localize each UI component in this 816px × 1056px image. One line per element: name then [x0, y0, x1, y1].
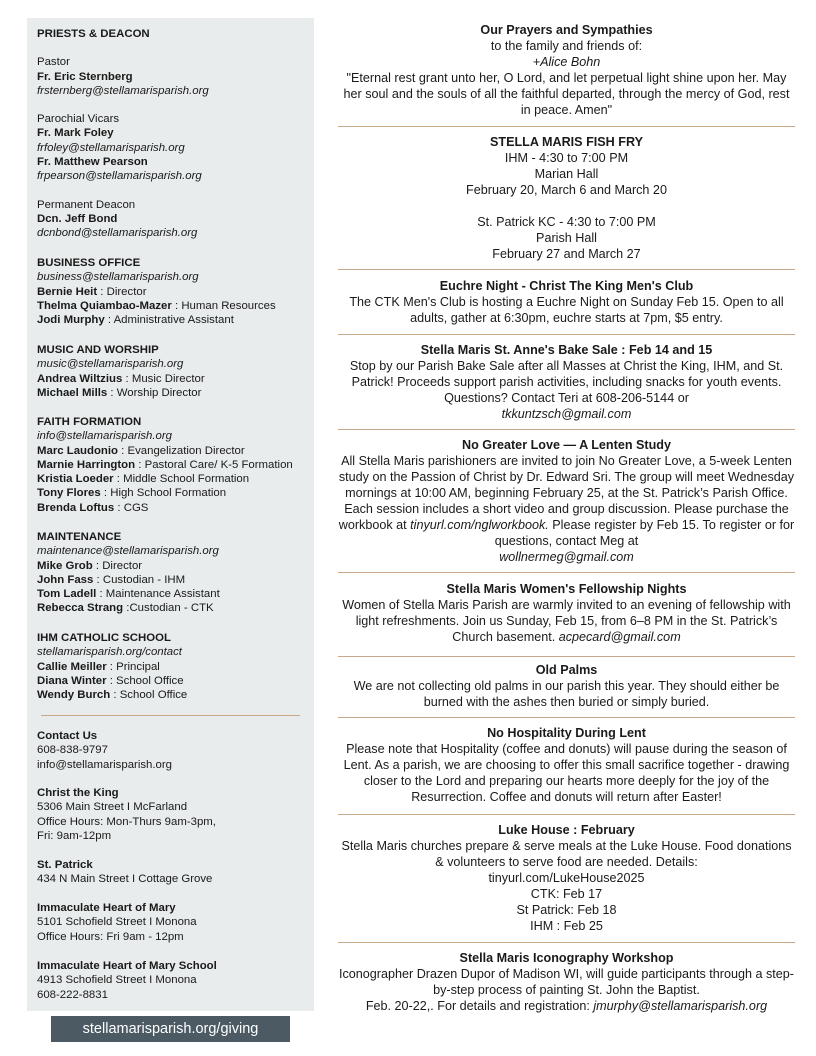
- business-section: [37, 256, 312, 327]
- vicar1-email[interactable]: frfoley@stellamarisparish.org: [37, 141, 185, 154]
- staff-name: Thelma Quiambao-Mazer: [37, 299, 172, 312]
- womens-fellowship-announcement: [338, 581, 795, 645]
- maintenance-section: [37, 530, 312, 616]
- iconography-announcement: [338, 950, 795, 1014]
- contact-section: [37, 729, 312, 772]
- staff-name: Tom Ladell: [37, 588, 97, 601]
- staff-entry: [37, 501, 312, 515]
- announcement-line: to the family and friends of:: [490, 39, 643, 53]
- deacon-email[interactable]: dcnbond@stellamarisparish.org: [37, 227, 198, 240]
- location-name: St. Patrick: [37, 859, 93, 871]
- vicars-role: Parochial Vicars: [37, 113, 120, 126]
- location-line: Office Hours: Fri 9am - 12pm: [37, 930, 184, 943]
- location-line: 4913 Schofield Street I Monona: [37, 974, 197, 987]
- staff-name: John Fass: [37, 573, 94, 586]
- luke-house-link[interactable]: tinyurl.com/LukeHouse2025: [488, 871, 645, 885]
- contact-email-link[interactable]: wollnermeg@gmail.com: [499, 550, 634, 564]
- lenten-study-announcement: [338, 437, 795, 565]
- staff-name: Andrea Wiltzius: [37, 372, 123, 385]
- section-divider: [338, 126, 795, 127]
- staff-entry: [37, 386, 312, 400]
- staff-role: : School Office: [106, 674, 184, 687]
- announcement-body: "Eternal rest grant unto her, O Lord, and let perpetual light shine upon her. May her soul and the souls of all the faithful departed, through the mercy of God, rest in peace. Amen": [343, 71, 790, 117]
- fish-fry-stp-time: St. Patrick KC - 4:30 to 7:00 PM: [477, 215, 656, 229]
- location-line: 5306 Main Street I McFarland: [37, 801, 188, 814]
- hospitality-announcement: [338, 725, 795, 805]
- location-ctk: [37, 786, 312, 843]
- staff-entry: [37, 573, 312, 587]
- location-name: Immaculate Heart of Mary School: [37, 960, 217, 972]
- staff-role: : Principal: [106, 660, 160, 673]
- pastor-email[interactable]: frsternberg@stellamarisparish.org: [37, 84, 209, 97]
- staff-name: Rebecca Strang: [37, 602, 124, 615]
- faith-section: [37, 415, 312, 515]
- fish-fry-stp-place: Parish Hall: [536, 231, 597, 245]
- fish-fry-ihm-time: IHM - 4:30 to 7:00 PM: [504, 151, 629, 165]
- contact-sidebar: [27, 18, 314, 1011]
- location-ihm: [37, 901, 312, 944]
- announcement-title: Stella Maris St. Anne's Bake Sale : Feb 14 and 15: [420, 343, 713, 357]
- announcement-body: [338, 597, 795, 645]
- staff-name: Tony Flores: [37, 487, 101, 500]
- staff-role: : CGS: [114, 501, 149, 514]
- staff-name: Bernie Heit: [37, 285, 98, 298]
- body-text: Please register by Feb 15. To register or for questions, contact Meg at: [494, 518, 795, 548]
- body-text: All Stella Maris parishioners are invited to join No Greater Love, a 5-week Lenten study on the Passion of Christ by Dr. Edward Sri. The group will meet Wednesday mornings at 10:00 AM, beginning February 25, at the St. Patrick’s Parish Office. Each session includes a short video and group discussion. Please purchase the workbook at: [338, 454, 795, 532]
- contact-phone[interactable]: 608-838-9797: [37, 744, 108, 757]
- announcement-body: The CTK Men's Club is hosting a Euchre Night on Sunday Feb 15. Open to all adults, gather at 6:30pm, euchre starts at 7pm, $5 entry.: [349, 295, 784, 325]
- staff-entry: [37, 486, 312, 500]
- staff-entry: [37, 674, 312, 688]
- location-name: Christ the King: [37, 787, 119, 799]
- music-heading: MUSIC AND WORSHIP: [37, 344, 159, 356]
- section-divider: [338, 572, 795, 573]
- staff-role: : Director: [92, 559, 143, 572]
- sidebar-divider: [41, 715, 300, 716]
- pastor-name: Fr. Eric Sternberg: [37, 70, 133, 83]
- staff-role: : Worship Director: [107, 386, 202, 399]
- staff-role: : School Office: [110, 689, 188, 702]
- announcement-title: Old Palms: [535, 663, 598, 677]
- maintenance-heading: MAINTENANCE: [37, 531, 122, 543]
- announcement-body: Stella Maris churches prepare & serve meals at the Luke House. Food donations & volunteers to serve food are needed. Details:: [341, 839, 792, 869]
- old-palms-announcement: [338, 662, 795, 710]
- announcement-body: Please note that Hospitality (coffee and donuts) will pause during the season of Lent. As a parish, we are choosing to offer this small sacrifice together - drawing closer to the Lord and preparing our hearts more deeply for the joy of the Resurrection. Coffee and donuts will return after Easter!: [343, 742, 790, 804]
- staff-entry: [37, 444, 312, 458]
- staff-role: : Maintenance Assistant: [96, 588, 220, 601]
- faith-email[interactable]: info@stellamarisparish.org: [37, 430, 173, 443]
- staff-name: Diana Winter: [37, 674, 107, 687]
- location-line: 5101 Schofield Street I Monona: [37, 916, 197, 929]
- staff-name: Jodi Murphy: [37, 314, 105, 327]
- staff-entry: [37, 472, 312, 486]
- location-line: 608-222-8831: [37, 988, 108, 1001]
- staff-entry: [37, 688, 312, 702]
- body-text: Feb. 20-22,. For details and registration:: [365, 999, 594, 1013]
- staff-role: : Administrative Assistant: [104, 314, 234, 327]
- luke-house-ihm-date: IHM : Feb 25: [530, 919, 603, 933]
- location-name: Immaculate Heart of Mary: [37, 902, 176, 914]
- announcement-body: We are not collecting old palms in our parish this year. They should either be burned with the ashes then buried or simply buried.: [353, 679, 780, 709]
- section-divider: [338, 269, 795, 270]
- euchre-announcement: [338, 278, 795, 326]
- vicar1-name: Fr. Mark Foley: [37, 127, 114, 140]
- contact-email-link[interactable]: tkkuntzsch@gmail.com: [501, 407, 632, 421]
- staff-entry: [37, 559, 312, 573]
- school-contact-link[interactable]: stellamarisparish.org/contact: [37, 646, 182, 659]
- body-text: Women of Stella Maris Parish are warmly invited to an evening of fellowship with light refreshments. Join us Sunday, Feb 15, from 6–8 PM in the St. Patrick’s Church basement.: [342, 598, 791, 644]
- staff-role: : Middle School Formation: [113, 473, 250, 486]
- fish-fry-announcement: [338, 134, 795, 262]
- fish-fry-stp-dates: February 27 and March 27: [492, 247, 641, 261]
- staff-name: Marnie Harrington: [37, 458, 136, 471]
- section-divider: [338, 814, 795, 815]
- luke-house-stp-date: St Patrick: Feb 18: [516, 903, 617, 917]
- announcement-title: Luke House : February: [498, 823, 635, 837]
- luke-house-announcement: [338, 822, 795, 934]
- business-heading: BUSINESS OFFICE: [37, 257, 141, 269]
- staff-name: Kristia Loeder: [37, 473, 114, 486]
- pastor-role: Pastor: [37, 56, 70, 69]
- music-section: [37, 343, 312, 400]
- vicar2-name: Fr. Matthew Pearson: [37, 156, 148, 169]
- contact-email-link[interactable]: acpecard@gmail.com: [558, 630, 681, 644]
- announcement-body: [338, 453, 795, 549]
- workbook-link[interactable]: tinyurl.com/nglworkbook.: [410, 518, 549, 532]
- staff-role: : Pastoral Care/ K-5 Formation: [135, 458, 293, 471]
- prayers-announcement: [338, 22, 795, 118]
- section-divider: [338, 942, 795, 943]
- staff-entry: [37, 601, 312, 615]
- announcement-body: Stop by our Parish Bake Sale after all Masses at Christ the King, IHM, and St. Patrick! Proceeds support parish activities, including snacks for youth events. Questions? Contact Teri at 608-206-5144 or: [349, 359, 784, 405]
- deacon-name: Dcn. Jeff Bond: [37, 212, 118, 225]
- announcement-title: Our Prayers and Sympathies: [480, 23, 653, 37]
- section-divider: [338, 656, 795, 657]
- staff-role: : Evangelization Director: [118, 444, 245, 457]
- location-line: Fri: 9am-12pm: [37, 829, 112, 842]
- section-divider: [338, 717, 795, 718]
- music-email[interactable]: music@stellamarisparish.org: [37, 358, 184, 371]
- staff-entry: [37, 587, 312, 601]
- staff-entry: [37, 299, 312, 313]
- staff-entry: [37, 285, 312, 299]
- staff-entry: [37, 372, 312, 386]
- announcement-dates: [338, 998, 795, 1014]
- staff-role: :Custodian - CTK: [123, 602, 214, 615]
- announcement-body: Iconographer Drazen Dupor of Madison WI, will guide participants through a step-by-step process of painting St. John the Baptist.: [338, 967, 794, 997]
- announcement-title: No Greater Love — A Lenten Study: [462, 438, 671, 452]
- contact-heading: Contact Us: [37, 730, 98, 742]
- vicar2-email[interactable]: frpearson@stellamarisparish.org: [37, 170, 202, 183]
- staff-name: Brenda Loftus: [37, 501, 115, 514]
- announcement-title: STELLA MARIS FISH FRY: [490, 135, 643, 149]
- staff-name: Marc Laudonio: [37, 444, 119, 457]
- announcement-title: Stella Maris Iconography Workshop: [459, 951, 674, 965]
- staff-entry: [37, 660, 312, 674]
- location-ihm-school: [37, 959, 312, 1002]
- staff-role: : Music Director: [122, 372, 205, 385]
- announcement-title: No Hospitality During Lent: [487, 726, 646, 740]
- staff-name: Michael Mills: [37, 386, 108, 399]
- announcement-title: Stella Maris Women's Fellowship Nights: [446, 582, 687, 596]
- fish-fry-ihm-place: Marian Hall: [534, 167, 599, 181]
- priests-heading: PRIESTS & DEACON: [37, 28, 150, 40]
- staff-name: Mike Grob: [37, 559, 93, 572]
- contact-email[interactable]: info@stellamarisparish.org: [37, 758, 173, 771]
- faith-heading: FAITH FORMATION: [37, 416, 142, 428]
- maintenance-email[interactable]: maintenance@stellamarisparish.org: [37, 545, 219, 558]
- staff-role: : Director: [97, 285, 147, 298]
- business-email[interactable]: business@stellamarisparish.org: [37, 271, 199, 284]
- announcement-title: Euchre Night - Christ The King Men's Club: [439, 279, 694, 293]
- staff-entry: [37, 458, 312, 472]
- deceased-name: +Alice Bohn: [532, 55, 601, 69]
- luke-house-ctk-date: CTK: Feb 17: [530, 887, 603, 901]
- location-line: 434 N Main Street I Cottage Grove: [37, 873, 213, 886]
- staff-role: : Human Resources: [171, 299, 276, 312]
- school-section: [37, 631, 312, 702]
- priests-section: [37, 27, 312, 241]
- fish-fry-ihm-dates: February 20, March 6 and March 20: [466, 183, 667, 197]
- staff-role: : Custodian - IHM: [93, 573, 186, 586]
- section-divider: [338, 334, 795, 335]
- school-heading: IHM CATHOLIC SCHOOL: [37, 632, 171, 644]
- bake-sale-announcement: [338, 342, 795, 422]
- staff-entry: [37, 313, 312, 327]
- contact-email-link[interactable]: jmurphy@stellamarisparish.org: [593, 999, 768, 1013]
- location-st-patrick: [37, 858, 312, 887]
- staff-name: Callie Meiller: [37, 660, 107, 673]
- staff-name: Wendy Burch: [37, 689, 111, 702]
- section-divider: [338, 429, 795, 430]
- giving-link-button[interactable]: stellamarisparish.org/giving: [51, 1016, 290, 1042]
- staff-role: : High School Formation: [100, 487, 227, 500]
- deacon-role: Permanent Deacon: [37, 198, 136, 211]
- location-line: Office Hours: Mon-Thurs 9am-3pm,: [37, 815, 216, 828]
